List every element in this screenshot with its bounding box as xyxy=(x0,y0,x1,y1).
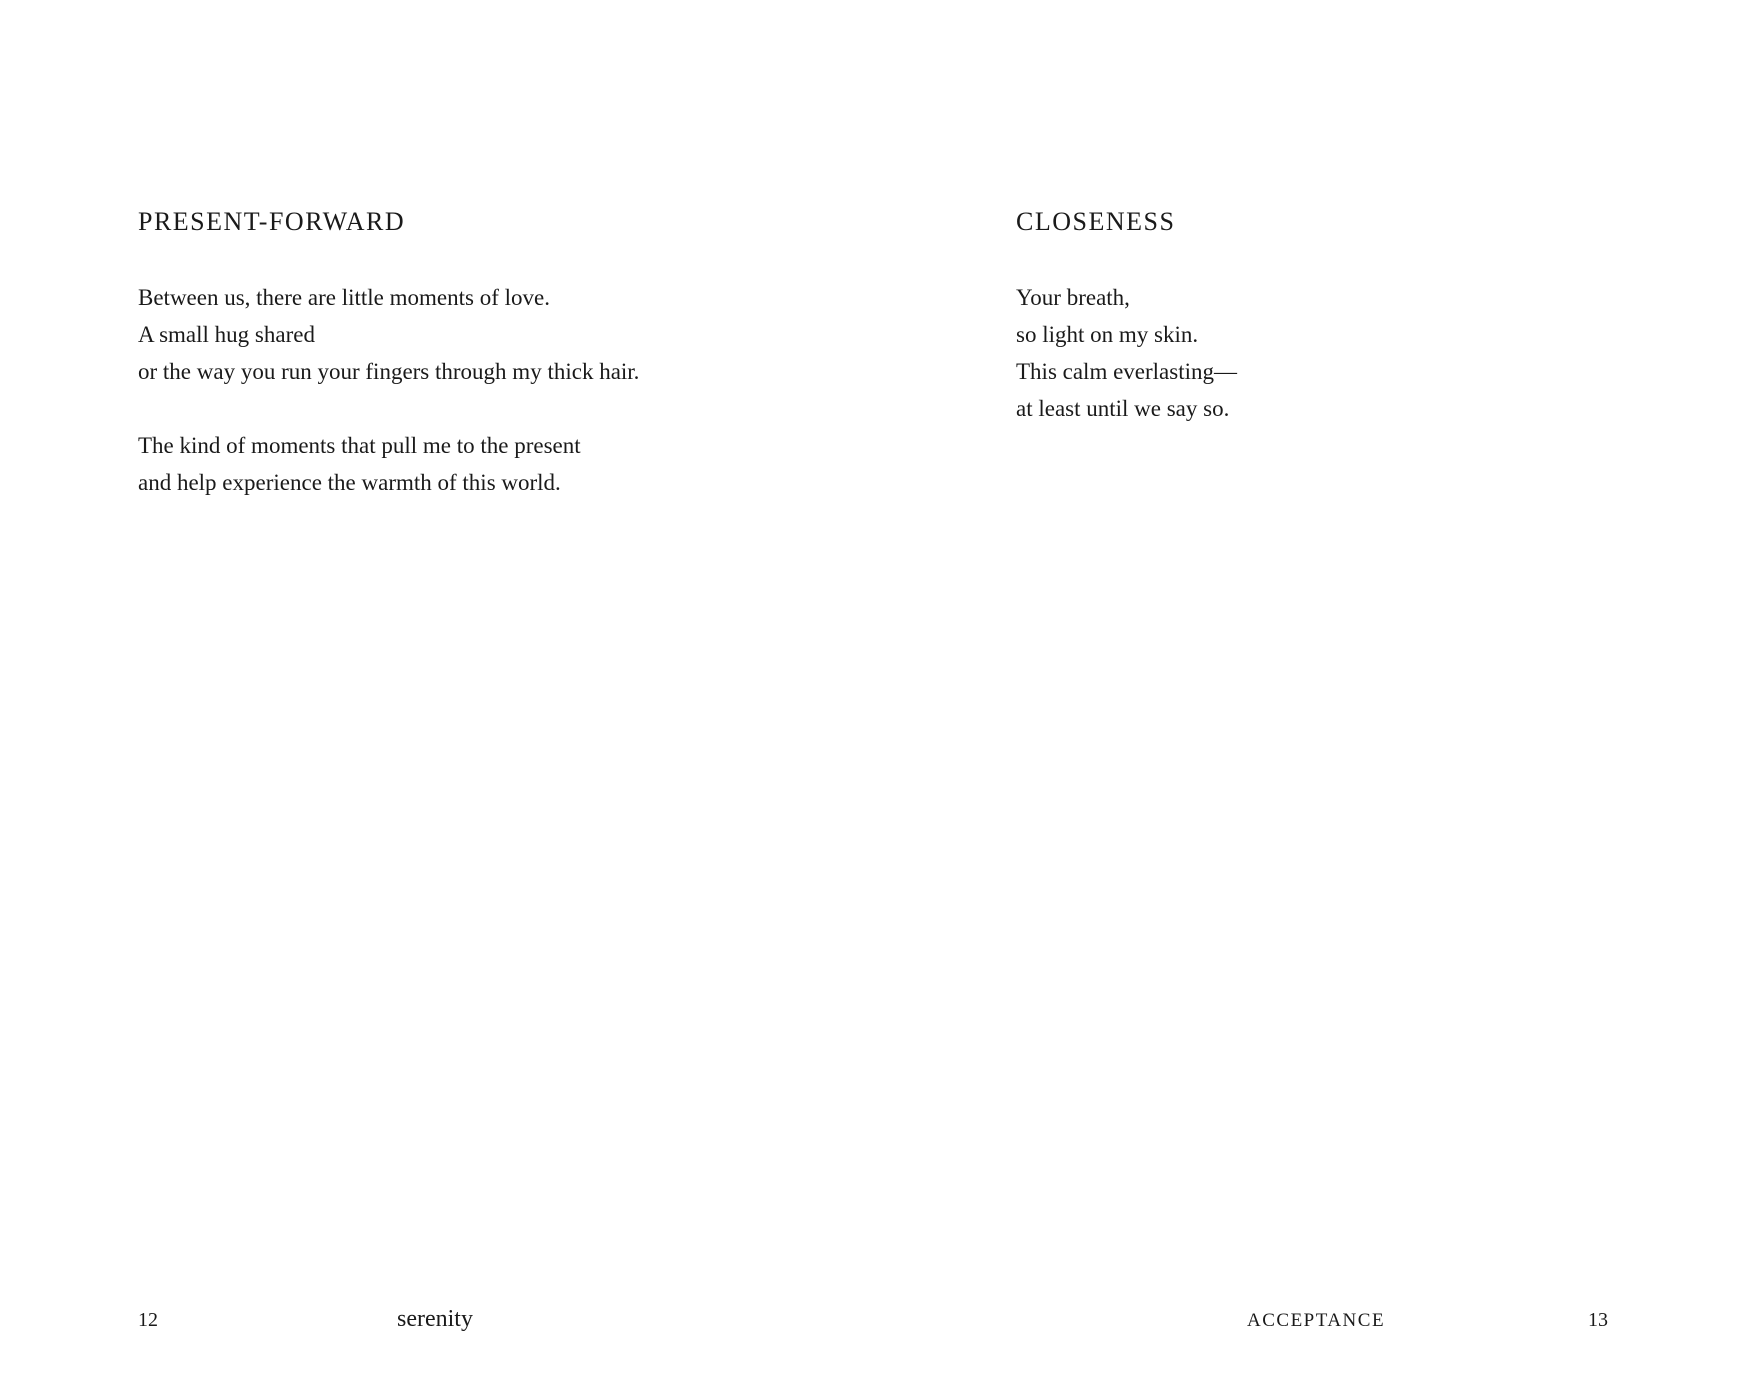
poem-title: PRESENT-FORWARD xyxy=(138,207,406,236)
right-page xyxy=(870,0,1741,1396)
verse-line: or the way you run your fingers through my thick hair. xyxy=(138,359,640,384)
verse-line: at least until we say so. xyxy=(1016,396,1230,421)
poem-body xyxy=(1016,279,1237,427)
page-number: 13 xyxy=(1588,1309,1608,1331)
poem-body xyxy=(138,279,639,501)
running-head: ACCEPTANCE xyxy=(1247,1310,1386,1331)
verse-line: This calm everlasting— xyxy=(1016,359,1237,384)
poem-title: CLOSENESS xyxy=(1016,207,1176,236)
stanza xyxy=(138,279,639,390)
verse-line: Your breath, xyxy=(1016,285,1130,310)
verse-line: so light on my skin. xyxy=(1016,322,1199,347)
stanza xyxy=(138,427,639,501)
stanza xyxy=(1016,279,1237,427)
running-head: serenity xyxy=(397,1306,473,1332)
verse-line: A small hug shared xyxy=(138,322,315,347)
verse-line: and help experience the warmth of this world. xyxy=(138,470,561,495)
page-number: 12 xyxy=(138,1309,158,1331)
left-page xyxy=(0,0,870,1396)
verse-line: The kind of moments that pull me to the present xyxy=(138,433,581,458)
verse-line: Between us, there are little moments of love. xyxy=(138,285,550,310)
